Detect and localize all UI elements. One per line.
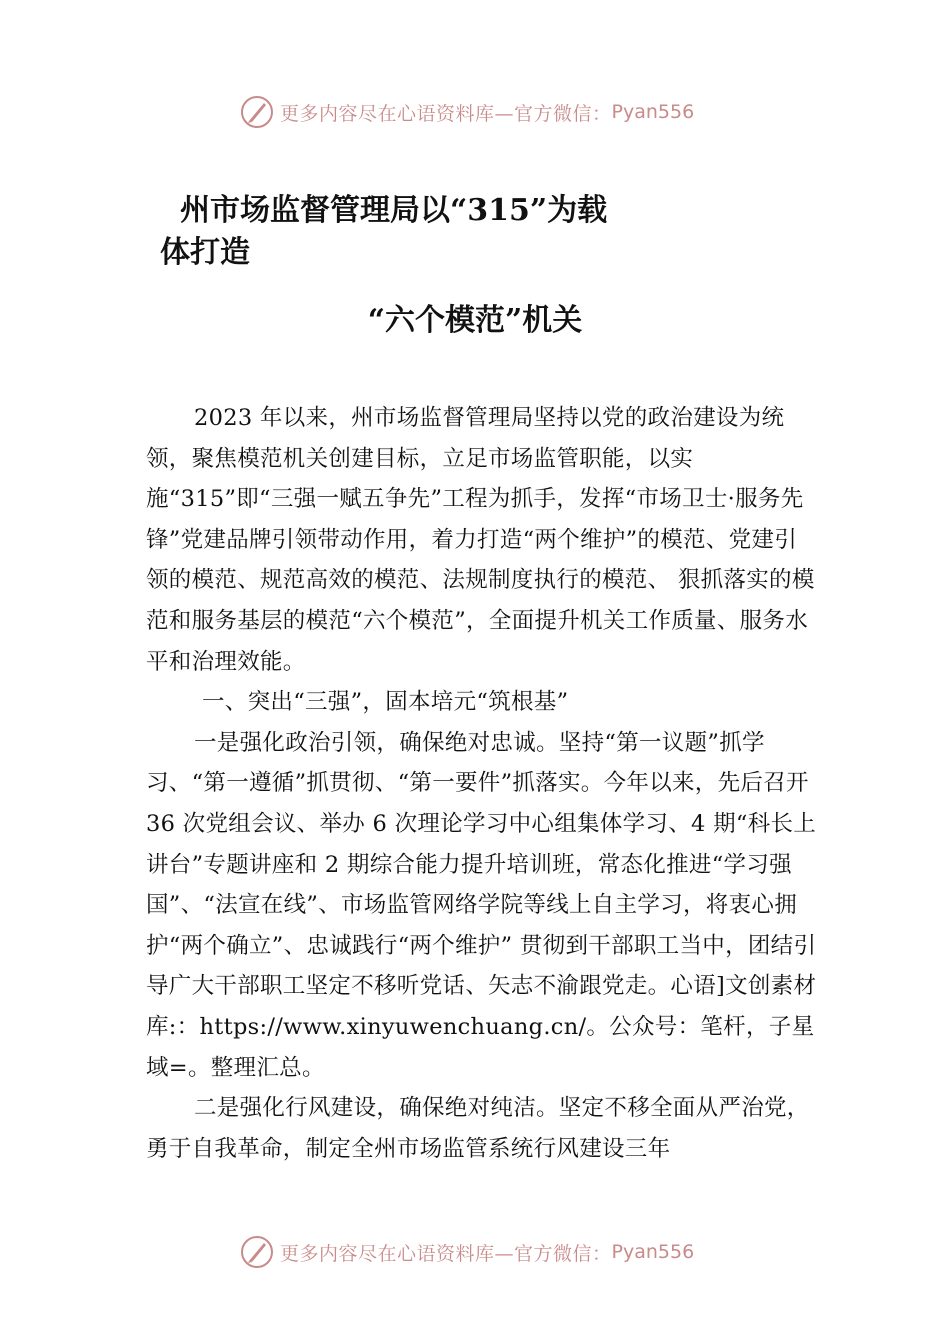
- wechat-id: Pyan556: [611, 101, 695, 123]
- header-banner: [240, 92, 760, 132]
- footer-banner: [240, 1232, 760, 1272]
- article-body: [146, 398, 818, 1169]
- quill-pen-icon: [240, 95, 274, 129]
- paragraph-intro: 2023 年以来，州市场监督管理局坚持以党的政治建设为统领，聚焦模范机关创建目标，立足市场监管职能，以实施“315”即“三强一赋五争先”工程为抓手，发挥“市场卫士·服务先锋”党建品牌引领带动作用，着力打造“两个维护”的模范、党建引领的模范、规范高效的模范、法规制度执行的模范、 狠抓落实的模范和服务基层的模范“六个模范”，全面提升机关工作质量、服务水平和治理效能。: [146, 405, 815, 675]
- paragraph-2: 二是强化行风建设，确保绝对纯洁。坚定不移全面从严治党，勇于自我革命，制定全州市场监管系统行风建设三年: [146, 1095, 810, 1162]
- banner-text: 更多内容尽在心语资料库—官方微信：: [280, 1242, 612, 1265]
- quill-pen-icon: [240, 1235, 274, 1269]
- section-heading: 一、突出“三强”，固本培元“筑根基”: [202, 689, 569, 716]
- page-title-line1: 州市场监督管理局以“315”为载体打造: [160, 193, 608, 270]
- wechat-id: Pyan556: [611, 1241, 695, 1263]
- paragraph-1: 一是强化政治引领，确保绝对忠诚。坚持“第一议题”抓学习、“第一遵循”抓贯彻、“第一要件”抓落实。今年以来，先后召开 36 次党组会议、举办 6 次理论学习中心组集体学习、4 期“科长上讲台”专题讲座和 2 期综合能力提升培训班，常态化推进“学习强国”、“法宣在线”、市场监管网络学院等线上自主学习，将衷心拥护“两个确立”、忠诚践行“两个维护” 贯彻到干部职工当中，团结引导广大干部职工坚定不移听党话、矢志不渝跟党走。心语]文创素材库:：https://www.xinyuwenchuang.cn/。公众号：笔杆，子星域=。整理汇总。: [146, 729, 817, 1081]
- banner-text: 更多内容尽在心语资料库—官方微信：: [280, 102, 612, 125]
- page-title-line2: “六个模范”机关: [367, 303, 583, 338]
